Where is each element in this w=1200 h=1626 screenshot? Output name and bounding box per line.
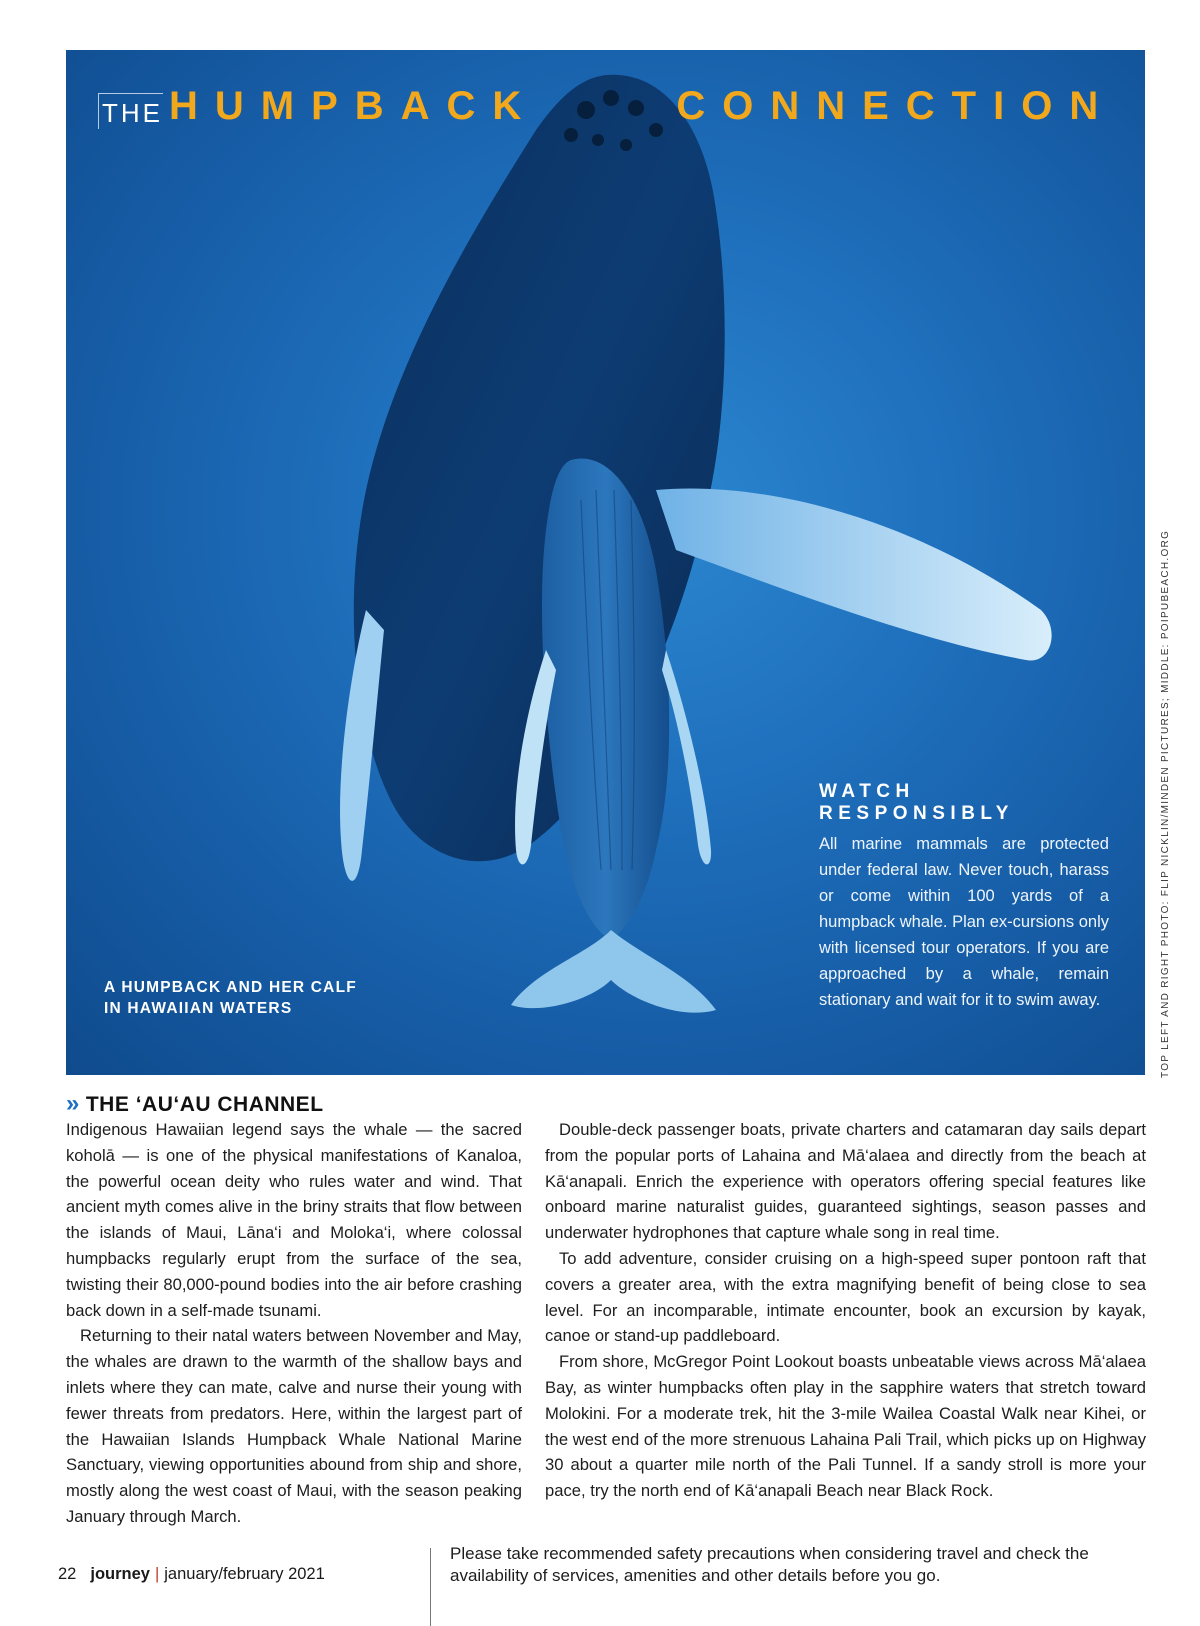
footer-separator: | bbox=[154, 1565, 160, 1583]
paragraph: Returning to their natal waters between November and May, the whales are drawn to the warmth of the shallow bays and inlets where they can mate, calve and nurse their young with fewer threats from predators. Here, within the largest part of the Hawaiian Islands Humpback Whale National Marine Sanctuary, viewing opportunities abound from ship and shore, mostly along the west coast of Maui, with the season peaking January through March. bbox=[66, 1326, 522, 1526]
chevron-icon: » bbox=[66, 1090, 80, 1117]
section-heading-text: THE ‘AU‘AU CHANNEL bbox=[85, 1093, 324, 1116]
title-prefix: THE bbox=[98, 93, 163, 129]
magazine-name: journey bbox=[90, 1565, 150, 1583]
paragraph: To add adventure, consider cruising on a high-speed super pontoon raft that covers a greater area, with the extra magnifying benefit of being close to sea level. For an incomparable, intimate encounter, book an excursion by kayak, canoe or stand-up paddleboard. bbox=[545, 1248, 1146, 1346]
section-heading bbox=[66, 1090, 324, 1118]
mother-pectoral-fin-right bbox=[656, 489, 1052, 661]
footer-divider bbox=[430, 1548, 431, 1626]
paragraph: Double-deck passenger boats, private charters and catamaran day sails depart from the popular ports of Lahaina and Mā‘alaea and directly from the beach at Kā‘anapali. Enrich the experience with operators offering special features like onboard marine naturalist guides, guaranteed sightings, season passes and underwater hydrophones that capture whale song in real time. bbox=[545, 1120, 1146, 1243]
sidebar-body: All marine mammals are protected under federal law. Never touch, harass or come within 100 yards of a humpback whale. Plan ex-cursions only with licensed tour operators. If you are approached by a whale, remain stationary and wait for it to swim away. bbox=[819, 835, 1109, 1009]
safety-note: Please take recommended safety precautions when considering travel and check the availability of services, amenities and other details before you go. bbox=[450, 1544, 1089, 1585]
issue-date: january/february 2021 bbox=[164, 1565, 325, 1583]
paragraph: Indigenous Hawaiian legend says the whale — the sacred koholā — is one of the physical manifestations of Kanaloa, the powerful ocean deity who rules water and wind. That ancient myth comes alive in the briny straits that flow between the islands of Maui, Lāna‘i and Moloka‘i, where colossal humpbacks regularly erupt from the surface of the sea, twisting their 80,000-pound bodies into the air before crashing back down in a self-made tsunami. bbox=[66, 1120, 522, 1320]
hero-photo bbox=[66, 50, 1145, 1075]
watch-responsibly-sidebar bbox=[819, 781, 1109, 1013]
title-word-connection: CONNECTION bbox=[676, 84, 1116, 128]
page-title bbox=[98, 84, 1115, 129]
sidebar-heading: WATCH RESPONSIBLY bbox=[819, 781, 1014, 824]
page-number: 22 bbox=[58, 1565, 77, 1583]
photo-caption bbox=[104, 977, 357, 1019]
calf-pectoral-fin-right bbox=[662, 650, 711, 864]
caption-line-1: A HUMPBACK AND HER CALF bbox=[104, 979, 357, 996]
paragraph: From shore, McGregor Point Lookout boasts unbeatable views across Mā‘alaea Bay, as winter humpbacks often play in the sapphire waters that stretch toward Molokini. For a moderate trek, hit the 3-mile Wailea Coastal Walk near Kihei, or the west end of the more strenuous Lahaina Pali Trail, which picks up on Highway 30 about a quarter mile north of the Pali Tunnel. If a sandy stroll is more your pace, try the north end of Kā‘anapali Beach near Black Rock. bbox=[545, 1352, 1146, 1501]
caption-line-2: IN HAWAIIAN WATERS bbox=[104, 1000, 293, 1017]
calf-tail-fluke bbox=[511, 930, 716, 1013]
title-word-humpback: HUMPBACK bbox=[169, 84, 539, 128]
article-column-right bbox=[545, 1117, 1146, 1504]
article-column-left bbox=[66, 1117, 522, 1530]
photo-credit: TOP LEFT AND RIGHT PHOTO: FLIP NICKLIN/MINDEN PICTURES; MIDDLE: POIPUBEACH.ORG bbox=[1160, 529, 1171, 1078]
page-footer bbox=[58, 1565, 325, 1584]
